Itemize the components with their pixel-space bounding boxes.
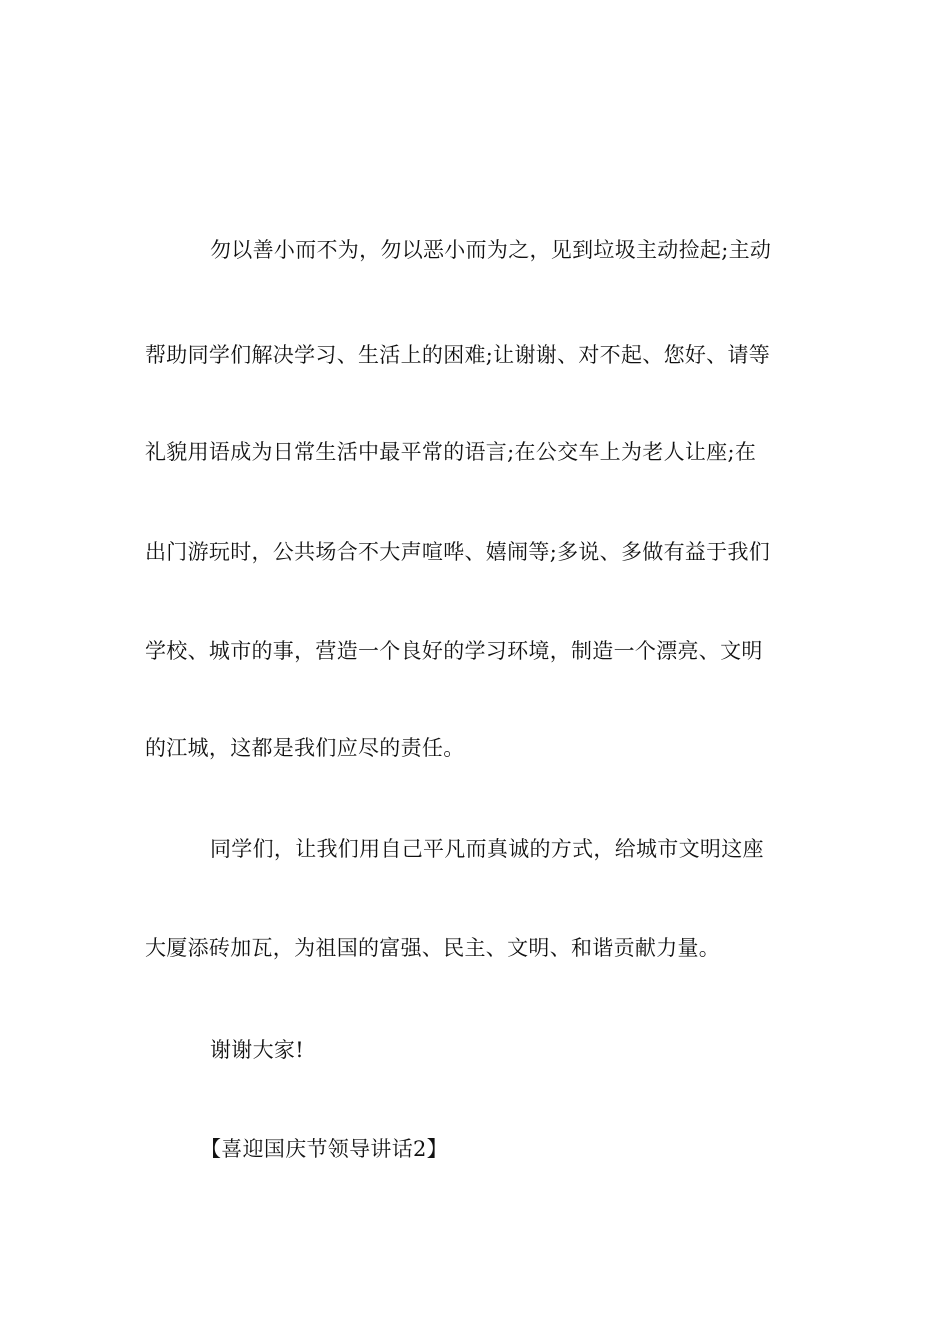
paragraph-1-line-6: 的江城，这都是我们应尽的责任。 bbox=[145, 736, 465, 760]
paragraph-1-line-1: 勿以善小而不为，勿以恶小而为之，见到垃圾主动捡起;主动 bbox=[210, 238, 772, 262]
closing-line: 谢谢大家! bbox=[210, 1038, 304, 1062]
section-heading: 【喜迎国庆节领导讲话2】 bbox=[200, 1137, 448, 1161]
paragraph-2-line-2: 大厦添砖加瓦，为祖国的富强、民主、文明、和谐贡献力量。 bbox=[145, 936, 721, 960]
paragraph-2-line-1: 同学们，让我们用自己平凡而真诚的方式，给城市文明这座 bbox=[210, 837, 764, 861]
paragraph-1-line-5: 学校、城市的事，营造一个良好的学习环境，制造一个漂亮、文明 bbox=[145, 639, 763, 663]
paragraph-1-line-4: 出门游玩时，公共场合不大声喧哗、嬉闹等;多说、多做有益于我们 bbox=[145, 540, 771, 564]
paragraph-1-line-2: 帮助同学们解决学习、生活上的困难;让谢谢、对不起、您好、请等 bbox=[145, 343, 771, 367]
paragraph-1-line-3: 礼貌用语成为日常生活中最平常的语言;在公交车上为老人让座;在 bbox=[145, 440, 757, 464]
